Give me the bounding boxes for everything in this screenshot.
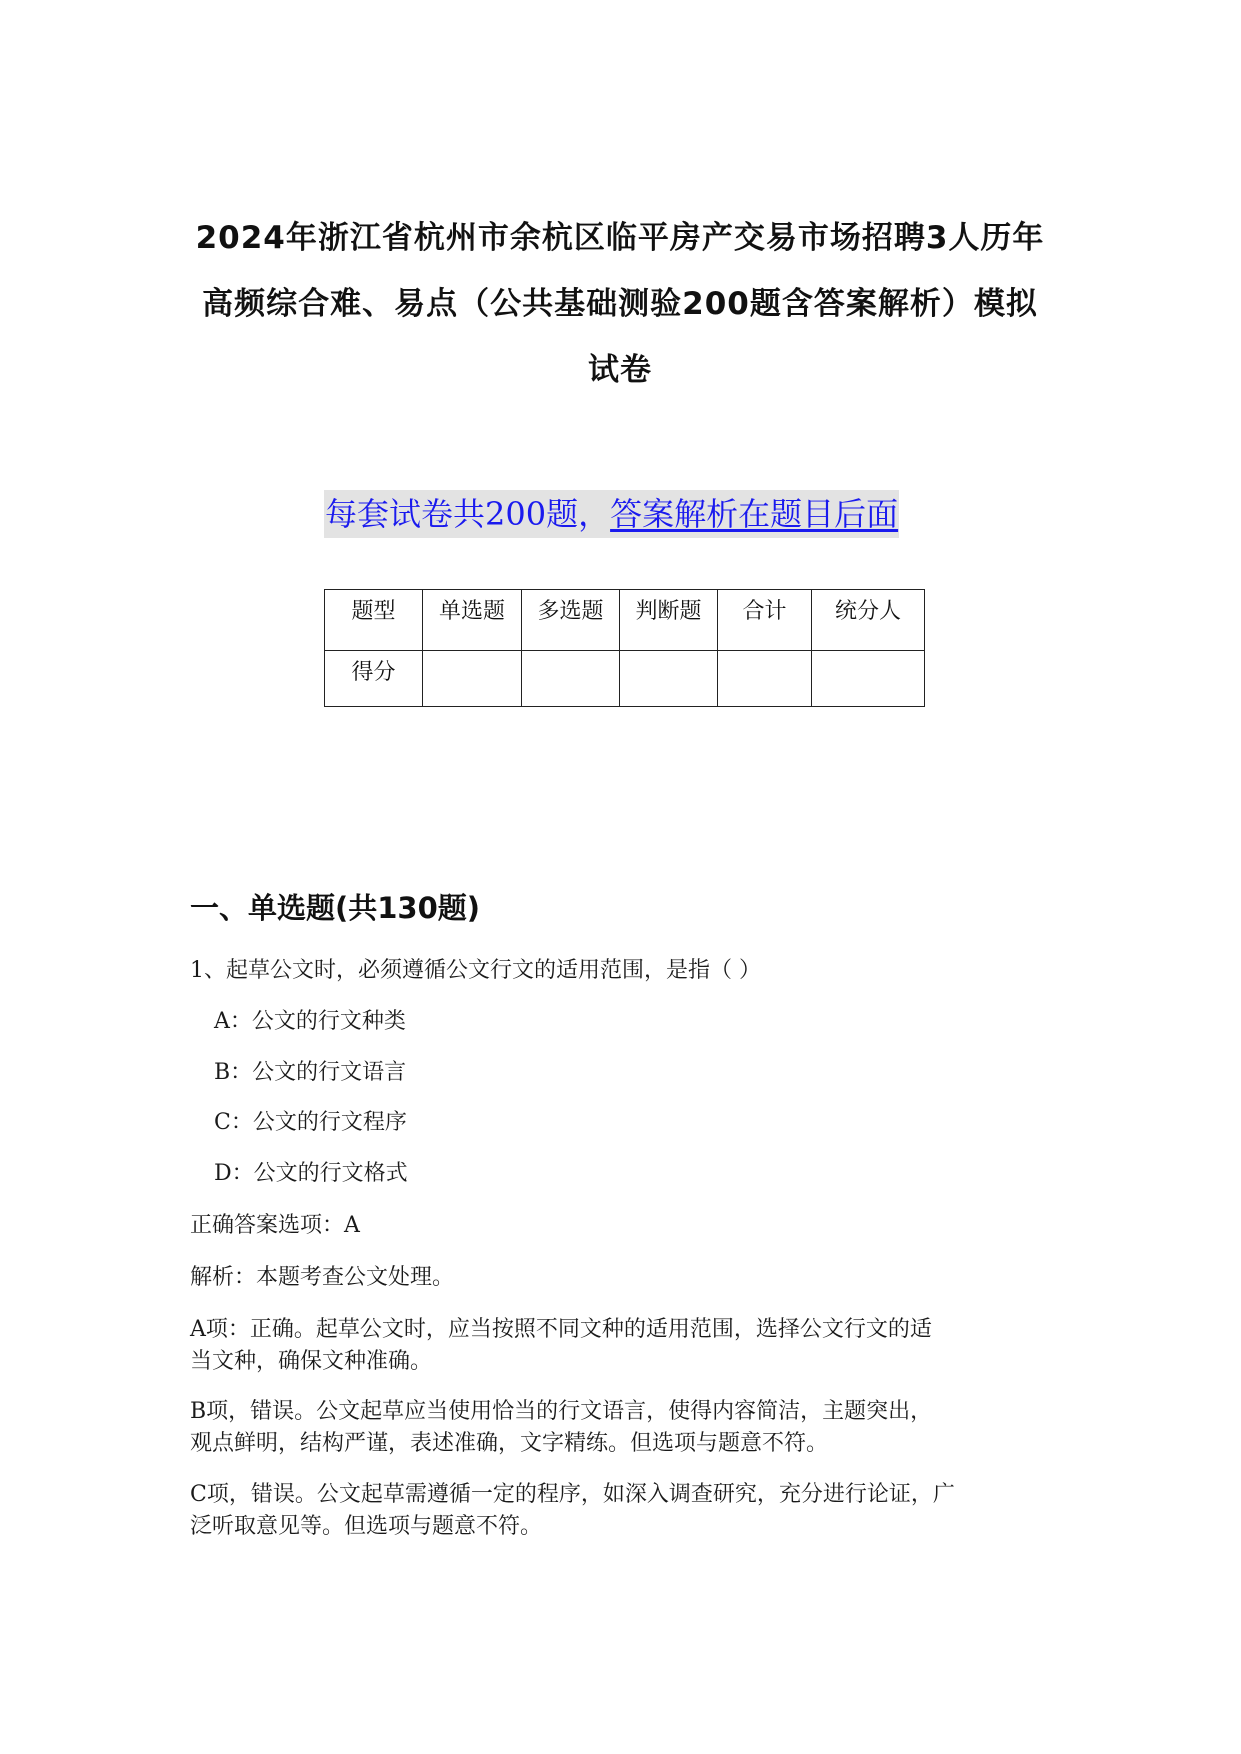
title-line-3: 试卷 bbox=[588, 352, 652, 388]
answer-location-link[interactable]: 答案解析在题目后面 bbox=[610, 495, 899, 533]
explanation-b-line-2: 观点鲜明，结构严谨，表述准确，文字精练。但选项与题意不符。 bbox=[190, 1431, 829, 1456]
header-cell-total: 合计 bbox=[718, 590, 812, 651]
explanation-a bbox=[190, 1314, 1070, 1378]
explanation-b bbox=[190, 1396, 1070, 1460]
option-c: C：公文的行文程序 bbox=[214, 1110, 407, 1135]
score-cell-total bbox=[718, 651, 812, 707]
explanation-a-line-2: 当文种，确保文种准确。 bbox=[190, 1349, 433, 1374]
document-title bbox=[180, 205, 1060, 403]
exam-info-banner bbox=[324, 490, 899, 538]
analysis-intro: 解析：本题考查公文处理。 bbox=[190, 1265, 455, 1290]
score-row-label: 得分 bbox=[325, 651, 423, 707]
header-cell-type: 题型 bbox=[325, 590, 423, 651]
score-cell-single bbox=[423, 651, 522, 707]
title-line-1: 2024年浙江省杭州市余杭区临平房产交易市场招聘3人历年 bbox=[195, 220, 1045, 256]
header-cell-scorer: 统分人 bbox=[812, 590, 925, 651]
option-b: B：公文的行文语言 bbox=[214, 1060, 407, 1085]
score-table bbox=[324, 589, 925, 707]
header-cell-judgment: 判断题 bbox=[620, 590, 718, 651]
explanation-c-line-2: 泛听取意见等。但选项与题意不符。 bbox=[190, 1514, 543, 1539]
title-line-2: 高频综合难、易点（公共基础测验200题含答案解析）模拟 bbox=[202, 286, 1038, 322]
score-table-score-row bbox=[325, 651, 925, 707]
header-cell-multiple: 多选题 bbox=[522, 590, 620, 651]
explanation-c-line-1: C项，错误。公文起草需遵循一定的程序，如深入调查研究，充分进行论证，广 bbox=[190, 1482, 955, 1507]
score-cell-scorer bbox=[812, 651, 925, 707]
option-a: A：公文的行文种类 bbox=[214, 1009, 406, 1034]
score-table-header-row bbox=[325, 590, 925, 651]
explanation-c bbox=[190, 1479, 1070, 1543]
banner-text: 每套试卷共200题， bbox=[325, 495, 611, 533]
correct-answer: 正确答案选项：A bbox=[190, 1213, 360, 1238]
explanation-b-line-1: B项，错误。公文起草应当使用恰当的行文语言，使得内容简洁，主题突出， bbox=[190, 1399, 933, 1424]
explanation-a-line-1: A项：正确。起草公文时，应当按照不同文种的适用范围，选择公文行文的适 bbox=[190, 1317, 932, 1342]
section-heading: 一、单选题(共130题) bbox=[190, 891, 481, 925]
score-cell-multiple bbox=[522, 651, 620, 707]
question-stem: 1、起草公文时，必须遵循公文行文的适用范围，是指（ ） bbox=[190, 958, 761, 983]
option-d: D：公文的行文格式 bbox=[214, 1161, 408, 1186]
header-cell-single: 单选题 bbox=[423, 590, 522, 651]
score-cell-judgment bbox=[620, 651, 718, 707]
